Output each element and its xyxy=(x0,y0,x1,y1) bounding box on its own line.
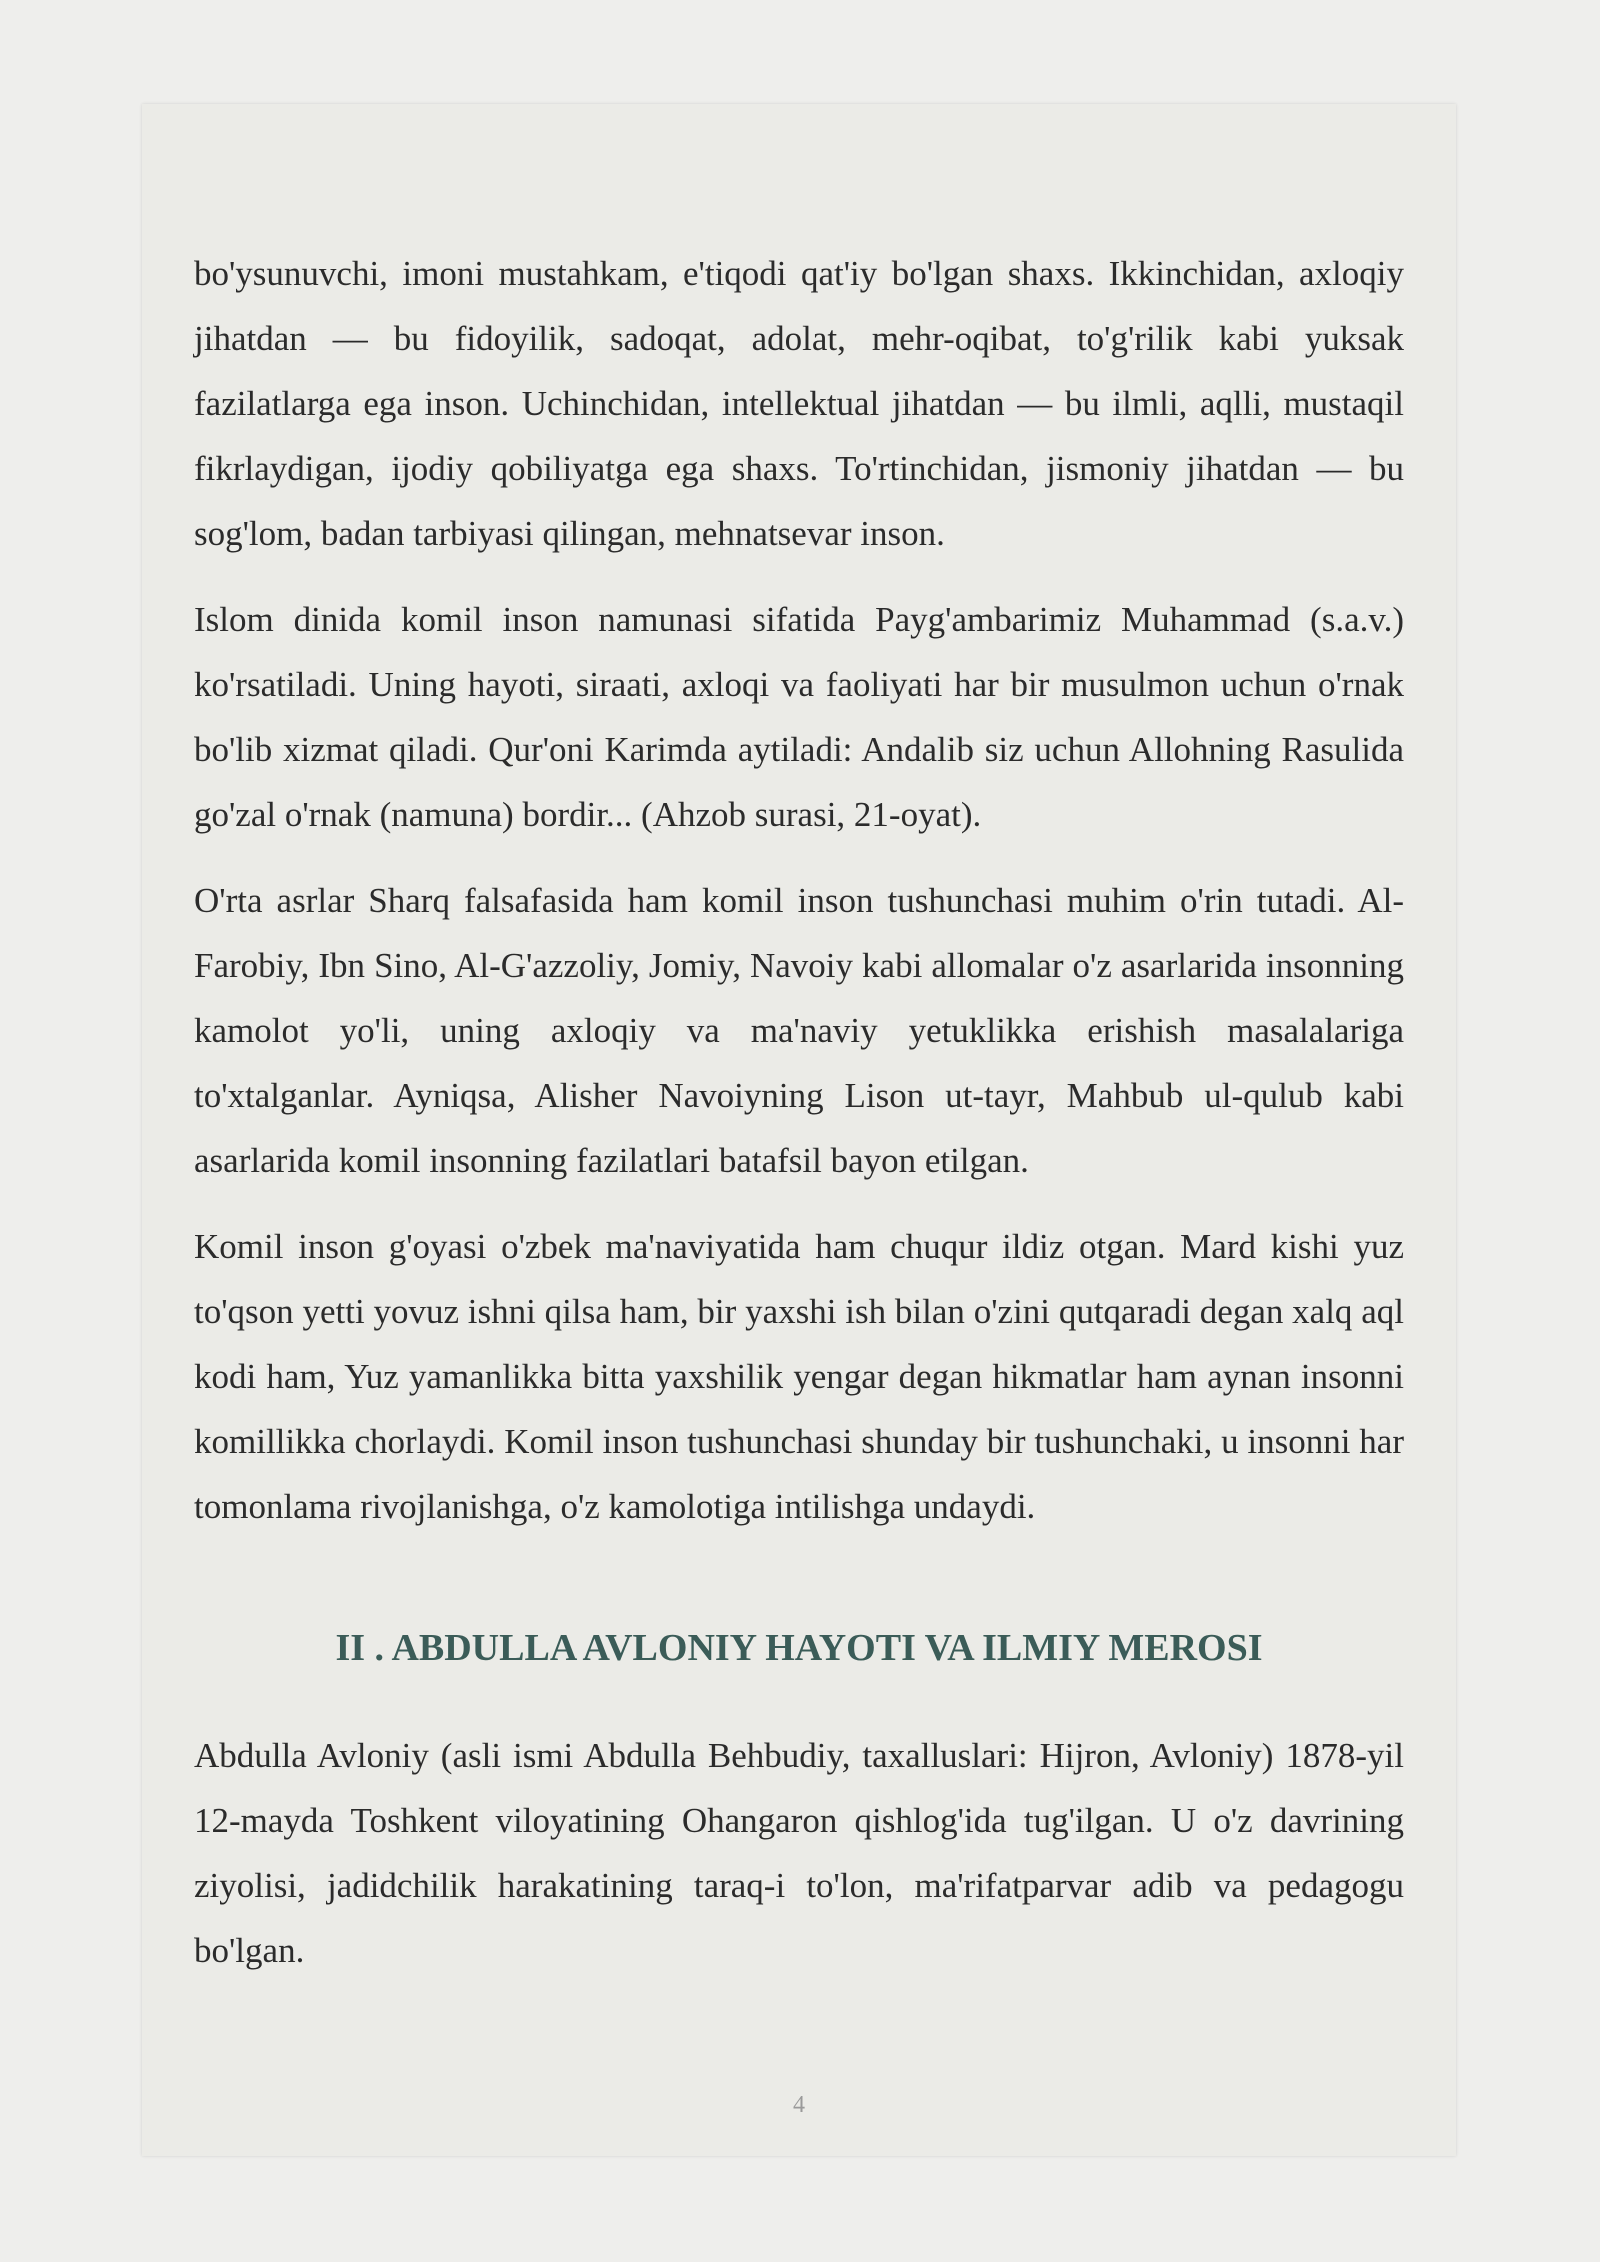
paragraph: bo'ysunuvchi, imoni mustahkam, e'tiqodi qat'iy bo'lgan shaxs. Ikkinchidan, axloqiy jihatdan — bu fidoyilik, sadoqat, adolat, mehr-oqibat, to'g'rilik kabi yuksak fazilatlarga ega inson. Uchinchidan, intellektual jihatdan — bu ilmli, aqlli, mustaqil fikrlaydigan, ijodiy qobiliyatga ega shaxs. To'rtinchidan, jismoniy jihatdan — bu sog'lom, badan tarbiyasi qilingan, mehnatsevar inson. xyxy=(194,254,1404,553)
paragraph: O'rta asrlar Sharq falsafasida ham komil inson tushunchasi muhim o'rin tutadi. Al-Farobiy, Ibn Sino, Al-G'azzoliy, Jomiy, Navoiy kabi allomalar o'z asarlarida insonning kamolot yo'li, uning axloqiy va ma'naviy yetuklikka erishish masalalariga to'xtalganlar. Ayniqsa, Alisher Navoiyning Lison ut-tayr, Mahbub ul-qulub kabi asarlarida komil insonning fazilatlari batafsil bayon etilgan. xyxy=(194,881,1404,1180)
paragraph: Komil inson g'oyasi o'zbek ma'naviyatida ham chuqur ildiz otgan. Mard kishi yuz to'qson yetti yovuz ishni qilsa ham, bir yaxshi ish bilan o'zini qutqaradi degan xalq aql kodi ham, Yuz yamanlikka bitta yaxshilik yengar degan hikmatlar ham aynan insonni komillikka chorlaydi. Komil inson tushunchasi shunday bir tushunchaki, u insonni har tomonlama rivojlanishga, o'z kamolotiga intilishga undaydi. xyxy=(194,1227,1404,1526)
section-heading: II . ABDULLA AVLONIY HAYOTI VA ILMIY MEROSI xyxy=(335,1627,1263,1669)
document-page xyxy=(142,104,1456,2156)
paragraph: Abdulla Avloniy (asli ismi Abdulla Behbudiy, taxalluslari: Hijron, Avloniy) 1878-yil 12-mayda Toshkent viloyatining Ohangaron qishlog'ida tug'ilgan. U o'z davrining ziyolisi, jadidchilik harakatining taraq-i to'lon, ma'rifatparvar adib va pedagogu bo'lgan. xyxy=(194,1736,1404,1970)
page-content xyxy=(194,241,1404,1983)
page-number: 4 xyxy=(793,2092,805,2118)
paragraph: Islom dinida komil inson namunasi sifatida Payg'ambarimiz Muhammad (s.a.v.) ko'rsatiladi. Uning hayoti, siraati, axloqi va faoliyati har bir musulmon uchun o'rnak bo'lib xizmat qiladi. Qur'oni Karimda aytiladi: Andalib siz uchun Allohning Rasulida go'zal o'rnak (namuna) bordir... (Ahzob surasi, 21-oyat). xyxy=(194,600,1404,834)
